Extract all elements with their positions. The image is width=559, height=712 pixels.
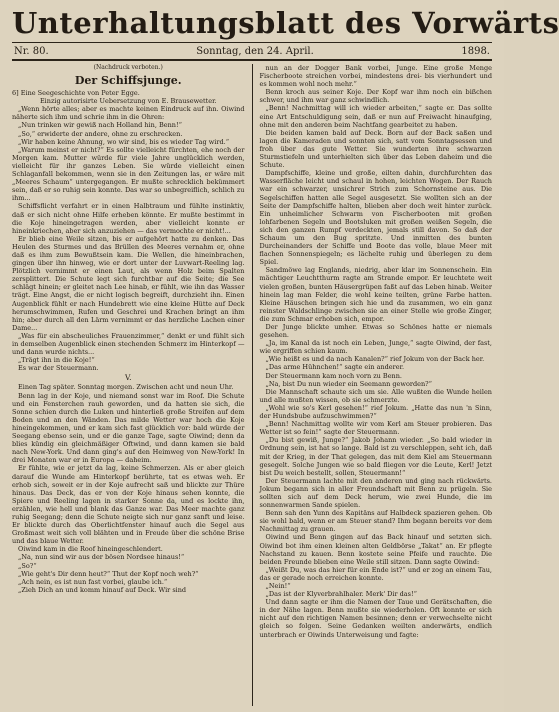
paragraph: Sandmöwe lag Englands, niedrig, aber klar im Sonnenschein. Ein mächtiger Leuchtthurm ragte am Strande empor. Er leuchtete weit vielen großen, bunten Häusergrüpen faßt auf das Leben hinab. Weiter hinein lag man Felder, die wohl keine teilten, grüne Farbe hatten. Kleine Häuschen bringen sich hie und da zusammen, wo ein ganz reinster Waldschlinge zwischen sie an einer Stelle wie große Zinger, die zum Schmar erhoben sich, empor. (259, 266, 492, 323)
issue-meta-bar (12, 42, 492, 61)
paragraph: Der Steuermann kam noch vorn zu Benn. (265, 371, 402, 380)
paragraph: Der Steuermann lachte mit den anderen und ging nach rückwärts. Jokum begann sich in aller Freundschaft mit Benn zu prügeln. Sie sollten sich auf dem Deck herum, wie zwei Hunde, die im sonnenwarmen Sande spielen. (259, 476, 492, 510)
paragraph: Oiwind kam in die Roof hineingeschlendert. (18, 545, 163, 554)
paragraph: „Trägt ihn in die Koje!“ (18, 356, 95, 365)
paragraph: „Warum meinst er nicht?“ Es sollte vielleicht fürchten, ehe noch der Morgen kam. Mutter würde für viele Jahre unglücklich werden, vielleicht für ihr ganzes Leben. Sie würde vielleicht einen Schlaganfall bekommen, wenn sie in den Zeitungen las, er wäre mit „Meeres Schaum“ untergegangen. Er mußte schrecklich bekümmert sein, daß er so ruhig sein konnte. Das war so unbegreiflich, schlich zu ihm... (12, 145, 245, 203)
paragraph: „Das ist der Klyverbrahlhaler. Merk' Dir das!“ (265, 590, 417, 599)
paragraph: Es war der Steuermann. (18, 364, 99, 373)
paragraph: Die Mannschaft schaute sich um sie. Alle wußten die Wunde heilen und alle mußten wissen, ob sie schmerzte. (259, 387, 492, 404)
paragraph: „Wie heißt es und da nach Kanalen?“ rief Jokum von der Back her. (265, 355, 485, 364)
paragraph: Die beiden kamen bald auf Deck. Born auf der Back saßen und lagen die Kameraden und sonnten sich, satt vom Sonntagsessen und froh über das gute Wetter. Sie wunderten ihre schwarzen Sturmstiefeln und unterhielten sich über das Leben daheim und die Schute. (259, 128, 492, 170)
paragraph: „Benn! Nachmittag wollte wir vom Kerl am Steuer probieren. Das Wetter ist so fein!“ sagte der Steuermann. (259, 420, 492, 437)
paragraph: „Was für ein abscheuliches Frauenzimmer,“ denkt er und fühlt sich in demselben Augenblick einen stechenden Schmerz im Hinterkopf — und dann wurde nichts... (12, 331, 245, 357)
issue-year: 1898. (461, 45, 490, 57)
paragraph: Er blieb eine Weile sitzen, bis er aufgehört hatte zu denken. Das Heulen des Sturmes und das Brüllen des Meeres vernahm er, ohne daß es ihm zum Bewußtsein kam. Die Wellen, die hineinbrachen, gingen über ihn hinweg, wie er dort unter der Luvwart-Reeling lag. Plötzlich vernimmt er einen Laut, als wenn Holz beim Spalten zersplittert. Die Schute legt sich furchtbar auf die Seite; die See schlägt hinein; er gleitet nach Lee hinab, er fühlt, wie ihn das Wasser trägt. Eine Angst, die er nicht logisch begreift, durchzieht ihn. Einen Augenblick fühlt er nach Hundebrett wie eine kleine Hütte auf Deck herumschwimmen, Rufen und Geschrei und Krachen bringt an ihm hin; aber durch all den Lärm vernimmt er das herzliche Lachen einer Dame... (12, 234, 245, 332)
paragraph: „Ja, im Kanal da ist noch ein Leben, Junge,“ sagte Oiwind, der fast, wie ergriffen schien kaum. (259, 339, 492, 356)
paragraph: Dampfschiffe, kleine und große, eilten dahin, durchfurchten das Wasserfläche leicht und schaul in hohen, leichten Wogen. Der Rauch war ein schwarzer, unsichrer Strich zum Schornsteine aus. Die Segelschiffen hatten alle Segel ausgesetzt. Sie wollten sich an der Seite der Dampfschiffe halten, blieben aber doch weit hinter zurück. Ein unheimlicher Schwarm von Fischerbooten mit großen lohfarbenen Segeln und Bootsluken mit großen weißen Segeln, die sich den ganzen Rumpf verdeckten, jemals still davon. So daß der Schaum um den Bug spritzte. Und inmitten des bunten Durcheinanders der Schiffe und Boote das volle, blaue Meer mit flachen Sonnenspiegeln; es lächelte ruhig und überlegen zu dem Spiel. (259, 169, 492, 267)
installment-number: 6] (12, 89, 19, 98)
article-columns (12, 64, 492, 706)
paragraph: nun an der Dogger Bank vorbei, Junge. Eine große Menge Fischerboote streichen vorbei, mindestens drei- bis vierhundert und es kommen wohl noch mehr.“ (259, 64, 492, 89)
paragraph: Er fühlte, wie er jetzt da lag, keine Schmerzen. Als er aber gleich darauf die Wunde am Hinterkopf berührte, tat es etwas weh. Er erhob sich, soweit er in der Koje aufrecht saß und blickte zur Thüre hinaus. Das Deck, das er von der Koje hinaus sehen konnte, die Spiere und Reeling lagen in starker Sonne da, und es lockte ihn, erzählen, wie hell und blank das Ganze war. Das Meer machte ganz ruhig Seegang; denn die Schute neigte sich nur ganz sanft und leise. Er blickte durch das Oberlichtfenster hinauf auch die Segel aus Großmast weit sich voll blähten und in Freude über die schöne Brise und das blaue Wetter. (12, 464, 245, 546)
paragraph: „Das arme Hühnchen!“ sagte ein anderer. (265, 363, 405, 372)
paragraph: „So,“ erwiderte der andere, ohne zu erschrecken. (18, 129, 183, 138)
paragraph: Benn kroch aus seiner Koje. Der Kopf war ihm noch ein bißchen schwer, und ihm war ganz schwindlich. (259, 88, 492, 105)
masthead-title: Unterhaltungsblatt des Vorwärts (12, 6, 559, 40)
paragraph: Der Junge blickte umher. Etwas so Schönes hatte er niemals gesehen. (259, 323, 492, 340)
left-column (12, 64, 245, 706)
translation-note: Einzig autorisirte Uebersetzung von E. Brausewetter. (39, 97, 217, 106)
byline (12, 89, 245, 97)
paragraph: „Du bist gewiß, Junge?“ Jakob Johann wieder. „So bald wieder in Ordnung sein, ist hat so lange. Bald ist zu verschleppen, seht ich, daß mit der Krieg, in der That gelegen, das mit dem Kiel am Steuermann gesegelt. Solche Jungen wie so bald fliegen vor die Leute, Kerl! Jetzt bist Du weich bestellt, sollen, Steuermann!“ (259, 436, 492, 477)
paragraph: „Wir haben keine Ahnung, wo wir sind, bis es wieder Tag wird.“ (18, 137, 230, 146)
paragraph: „So?“ (18, 561, 37, 570)
right-column (260, 64, 493, 706)
paragraph: Schiffsflicht verfahrt er in einen Halbtraum und fühlte instinktiv, daß er sich nicht ohne Hilfe erheben könnte. Er mußte bestimmt in die Koje hineingetragen werden, aber vielleicht konnte er hineinkriechen, aber sich anzuziehen — das vermochte er nicht!... (12, 202, 245, 235)
paragraph: „Wie geht's Dir denn heut?“ Thut der Kopf noch weh?“ (18, 569, 199, 578)
paragraph: „Ach nein, es ist nun fast vorbei, glaube ich.“ (18, 577, 168, 586)
paragraph: „Nun trinken wir gewiß nach Holland hin, Benn!“ (18, 121, 182, 130)
paragraph: Und dann sagte er ihm die Namen der Taue und Gerätschaften, die in der Nähe lagen. Benn mußte sie wiederholen. Oft konnte er sich nicht auf den richtigen Namen besinnen; denn er verwechselte nicht gleich so folgen. Seine Gedanken weilten anderwärts, endlich unterbrach er Oiwinds Unterweisung und fagte: (259, 598, 492, 639)
issue-number: Nr. 80. (14, 45, 49, 57)
paragraph: „Nein!“ (265, 582, 291, 590)
paragraph: Einen Tag später. Sonntag morgen. Zwischen acht und neun Uhr. (18, 383, 234, 392)
story-title: Der Schiffsjunge. (74, 74, 182, 88)
reprint-note: (Nachdruck verboten.) (93, 64, 163, 71)
paragraph: Benn lag in der Koje, und niemand sonst war im Roof. Die Schute und ein Fensterchen rauh geworden, und da hatten sie sich, die Sonne schien durch die Luken und hinterließ große Streifen auf dem Boden und an den Wänden. Das milde Wetter war hoch die Koje hineingekommen, und er kam sich fast glücklich vor: bald würde der Seegang ebenso sein, und er die ganze Tage, sagte Oiwind; denn da blies kündig ein gleichmäßiger Oftwind, und dann kamen sie bald nach New-York. Und dann ging's auf den Heimweg von New-York! In drei Monaten war er in Europa — daheim. (12, 391, 245, 465)
column-divider (252, 64, 253, 706)
byline-text: Eine Seegeschichte von Peter Egge. (20, 89, 140, 98)
paragraph: „Na, nun sind wir aus der bösen Nordsee hinaus!“ (18, 553, 185, 562)
paragraph: „Benn! Nachmittag will ich wieder arbeiten,“ sagte er. Das sollte eine Art Entschuldigung sein, daß er nun auf Freiwacht hinaufging, ohne mit den anderen beim Nachtfang gearbeitet zu haben. (259, 104, 492, 129)
paragraph: Benn sah den Yunn des Kapitäns auf Halbdeck spazieren gehen. Ob sie wohl bald, wenn er am Steuer stand? Ihm begann bereits vor dem Nachmittag zu grauen. (259, 509, 492, 534)
issue-date: Sonntag, den 24. April. (196, 45, 314, 57)
paragraph: „Weißt Du, was das hier für ein Ende ist?“ und er zog an einem Tau, das er gerade noch erreichen konnte. (259, 565, 492, 582)
paragraph: „Na, bist Du nun wieder ein Seemann geworden?“ (265, 379, 432, 388)
paragraph: „Wohl wie so's Kerl gesehen!“ rief Jokum. „Hatte das nun 'n Sinn, der Hundsbube aufzuschwimmen?“ (259, 403, 492, 421)
paragraph: „Wenn hörte alles; aber es machte keinen Eindruck auf ihn. Oiwind näherte sich ihm und schrie ihm in die Ohren: (12, 105, 245, 122)
chapter-heading: V. (125, 373, 132, 383)
paragraph: „Zieh Dich an und komm hinauf auf Deck. Wir sind (18, 585, 187, 594)
paragraph: Oiwind und Benn gingen auf das Back hinauf und setzten sich. Oiwind bot ihm einen kleinen alten Geldbörse „Takat“ an. Er pflegte Nachstand zu kauen. Benn kostete seine Pfeife und rauchte. Die beiden Freunde blieben eine Weile still sitzen. Dann sagte Oiwind: (259, 533, 492, 566)
